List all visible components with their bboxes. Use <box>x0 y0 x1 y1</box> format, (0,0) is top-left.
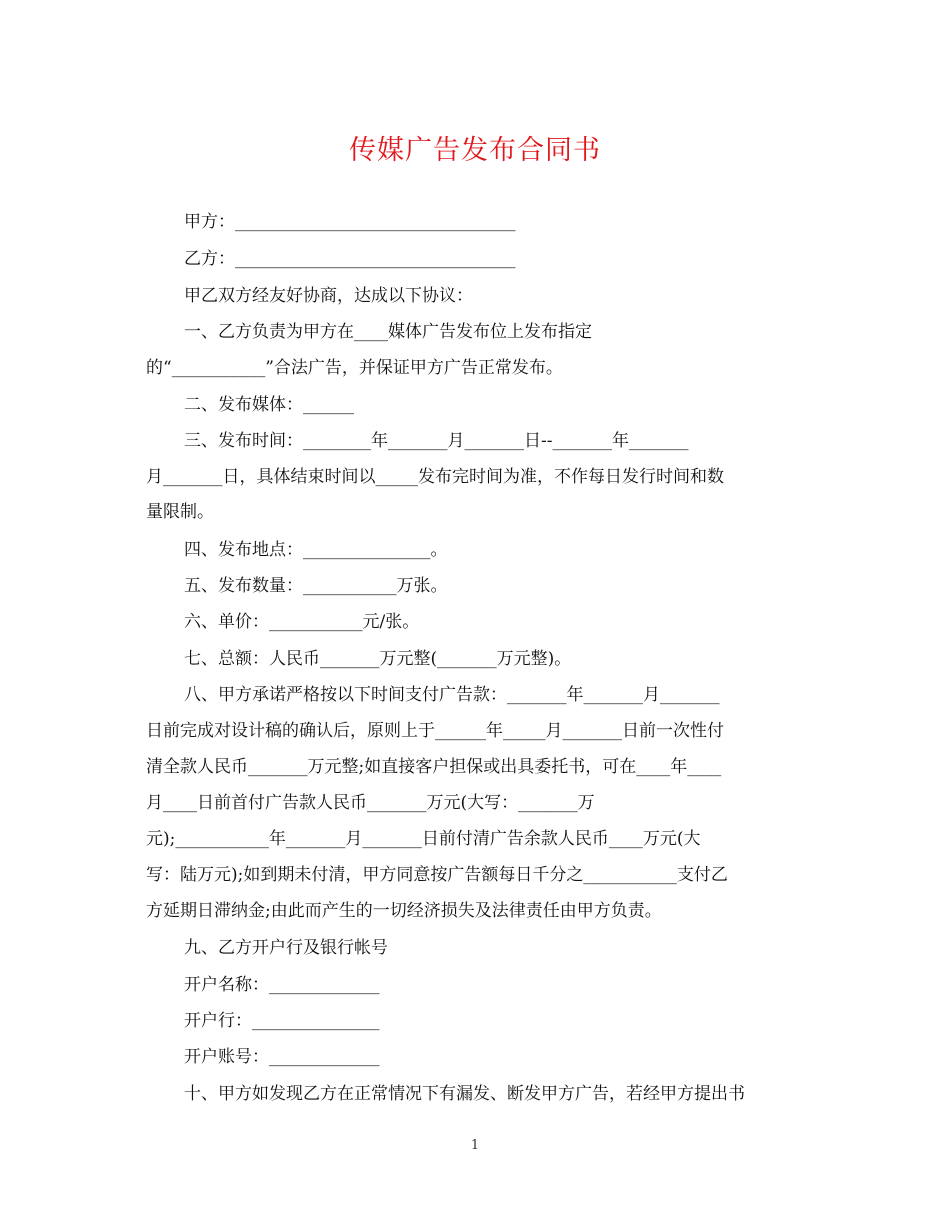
account-number-line: 开户账号：_____________ <box>184 1047 380 1067</box>
bank-line: 开户行：_______________ <box>184 1011 380 1031</box>
clause-3-line-2: 月_______日，具体结束时间以_____发布完时间为准，不作每日发行时间和数 <box>146 467 724 487</box>
agreement-intro: 甲乙双方经友好协商，达成以下协议： <box>184 286 473 306</box>
contract-title: 传媒广告发布合同书 <box>349 135 601 166</box>
clause-1-line-1: 一、乙方负责为甲方在____媒体广告发布位上发布指定 <box>184 322 592 342</box>
clause-1-line-2: 的“___________”合法广告，并保证甲方广告正常发布。 <box>146 358 563 378</box>
clause-8-line-6: 写：陆万元);如到期未付清，甲方同意按广告额每日千分之___________支付乙 <box>146 865 728 885</box>
page-number: 1 <box>470 1138 480 1153</box>
clause-8-line-2: 日前完成对设计稿的确认后，原则上于______年_____月_______日前一次性付 <box>146 721 724 741</box>
clause-10-line-1: 十、甲方如发现乙方在正常情况下有漏发、断发甲方广告，若经甲方提出书 <box>184 1084 745 1104</box>
clause-8-line-4: 月____日前首付广告款人民币_______万元(大写：_______万 <box>146 793 595 813</box>
clause-7: 七、总额：人民币_______万元整(_______万元整)。 <box>184 649 572 669</box>
party-b-line: 乙方：_________________________________ <box>184 249 516 269</box>
clause-2: 二、发布媒体：______ <box>184 395 354 415</box>
party-a-line: 甲方：_________________________________ <box>184 212 516 232</box>
clause-8-line-7: 方延期日滞纳金;由此而产生的一切经济损失及法律责任由甲方负责。 <box>146 901 662 921</box>
clause-4: 四、发布地点：_______________。 <box>184 540 448 560</box>
clause-3-line-3: 量限制。 <box>146 502 214 522</box>
clause-9-heading: 九、乙方开户行及银行帐号 <box>184 938 388 958</box>
clause-3-line-1: 三、发布时间：________年_______月_______日--_______年_______ <box>184 431 689 451</box>
clause-8-line-1: 八、甲方承诺严格按以下时间支付广告款：_______年_______月_______ <box>184 685 720 705</box>
clause-8-line-5: 元);___________年_______月_______日前付清广告余款人民币____万元(大 <box>146 829 701 849</box>
account-name-line: 开户名称：_____________ <box>184 975 380 995</box>
clause-8-line-3: 清全款人民币_______万元整;如直接客户担保或出具委托书，可在____年____ <box>146 757 722 777</box>
clause-5: 五、发布数量：___________万张。 <box>184 576 448 596</box>
clause-6: 六、单价：___________元/张。 <box>184 612 420 632</box>
